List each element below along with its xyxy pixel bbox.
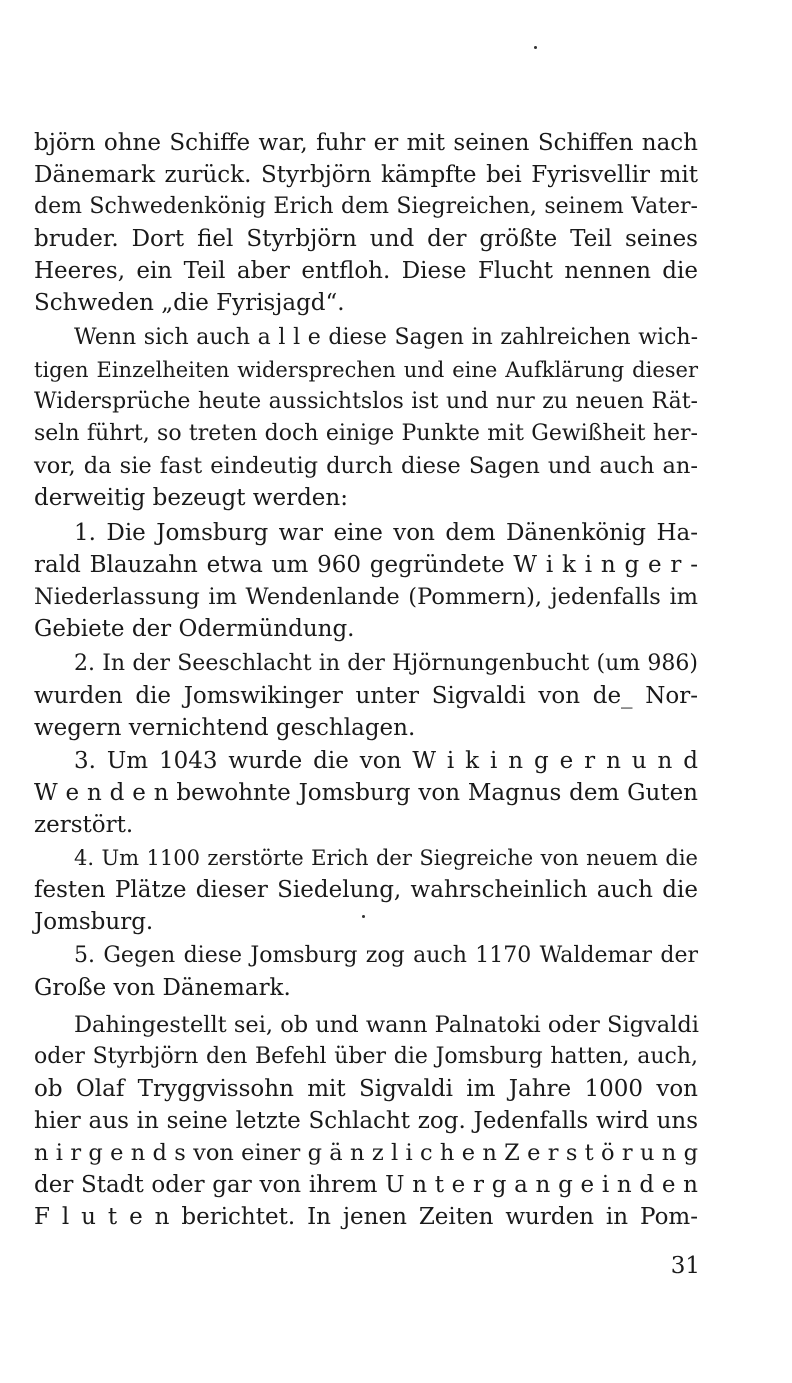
text-line: Dänemark zurück. Styrbjörn kämpfte bei Fyrisvellir mit [34,162,698,188]
list-item-4-line: festen Plätze dieser Siedelung, wahrscheinlich auch die [34,877,698,903]
list-item-1-line: Niederlassung im Wendenlande (Pommern), jedenfalls im [34,584,698,610]
list-item-3-line: W e n d e n bewohnte Jomsburg von Magnus dem Guten [34,780,698,806]
text-line: seln führt, so treten doch einige Punkte mit Gewißheit her- [34,421,698,446]
text-line: bruder. Dort fiel Styrbjörn und der größte Teil seines [34,226,698,252]
text-line: Wenn sich auch a l l e diese Sagen in zahlreichen wich- [74,325,698,350]
text-line: n i r g e n d s von einer g ä n z l i c h e n Z e r s t ö r u n g [34,1140,698,1166]
list-item-3-line: 3. Um 1043 wurde die von W i k i n g e r n u n d [74,748,698,774]
list-item-1-line: rald Blauzahn etwa um 960 gegründete W i k i n g e r - [34,552,698,578]
list-item-2-line: wegern vernichtend geschlagen. [34,715,416,741]
text-line: der Stadt oder gar von ihrem U n t e r g a n g e i n d e n [34,1172,698,1198]
list-item-5-line: 5. Gegen diese Jomsburg zog auch 1170 Waldemar der [74,943,698,968]
list-item-1-line: 1. Die Jomsburg war eine von dem Dänenkönig Ha- [74,520,698,546]
print-speck [534,46,537,49]
list-item-2-line: 2. In der Seeschlacht in der Hjörnungenbucht (um 986) [74,651,698,676]
text-line: hier aus in seine letzte Schlacht zog. Jedenfalls wird uns [34,1108,698,1134]
list-item-1-line: Gebiete der Odermündung. [34,616,355,642]
text-line: ob Olaf Tryggvissohn mit Sigvaldi im Jahre 1000 von [34,1076,698,1102]
text-line: tigen Einzelheiten widersprechen und eine Aufklärung dieser [34,358,698,382]
text-line: oder Styrbjörn den Befehl über die Jomsburg hatten, auch, [34,1044,698,1069]
text-line: Widersprüche heute aussichtslos ist und nur zu neuen Rät- [34,389,698,414]
list-item-3-line: zerstört. [34,812,134,838]
list-item-4-line: 4. Um 1100 zerstörte Erich der Siegreiche von neuem die [74,846,698,870]
text-line: Heeres, ein Teil aber entfloh. Diese Flucht nennen die [34,258,698,284]
print-speck [362,915,365,918]
text-line: dem Schwedenkönig Erich dem Siegreichen, seinem Vater- [34,194,698,219]
list-item-5-line: Große von Dänemark. [34,975,291,1001]
page-number: 31 [670,1253,700,1279]
list-item-4-line: Jomsburg. [34,909,154,935]
text-line: Schweden „die Fyrisjagd“. [34,290,345,316]
list-item-2-line: wurden die Jomswikinger unter Sigvaldi von de_ Nor- [34,683,698,709]
text-line: björn ohne Schiffe war, fuhr er mit seinen Schiffen nach [34,130,698,156]
text-line: Dahingestellt sei, ob und wann Palnatoki oder Sigvaldi [74,1012,699,1038]
text-line: derweitig bezeugt werden: [34,485,348,511]
text-line: F l u t e n berichtet. In jenen Zeiten wurden in Pom- [34,1204,698,1230]
text-line: vor, da sie fast eindeutig durch diese Sagen und auch an- [34,453,698,479]
